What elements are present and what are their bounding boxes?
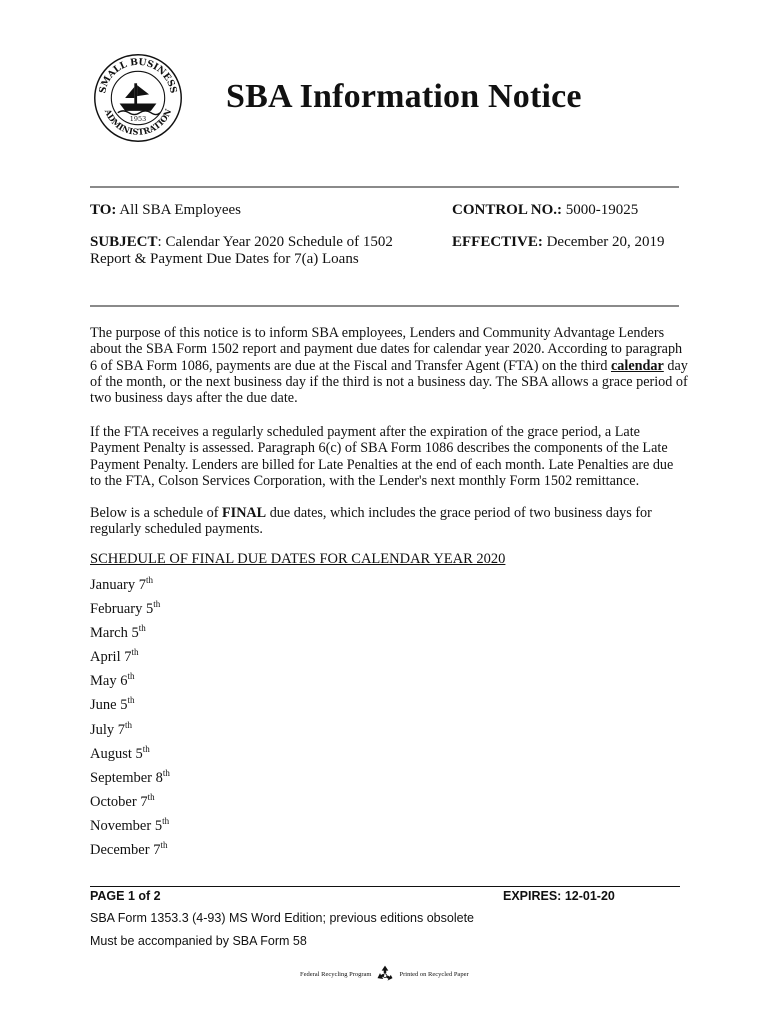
calendar-emphasis: calendar <box>610 357 664 374</box>
list-item: November 5th <box>90 815 170 834</box>
list-item: June 5th <box>90 695 135 714</box>
paragraph-schedule-intro <box>90 505 690 538</box>
list-item: September 8th <box>90 767 170 786</box>
para3-line: regularly scheduled payments. <box>90 521 263 538</box>
recycle-right-text: Printed on Recycled Paper <box>399 970 469 978</box>
list-item: July 7th <box>90 719 133 738</box>
para1-line: two business days after the due date. <box>90 390 298 407</box>
list-item: May 6th <box>90 671 135 690</box>
control-value: 5000-19025 <box>565 202 639 218</box>
svg-text:1953: 1953 <box>129 115 147 123</box>
subject-line-1: : Calendar Year 2020 Schedule of 1502 <box>157 234 393 250</box>
list-item: August 5th <box>90 743 150 762</box>
list-item: April 7th <box>90 647 139 666</box>
effective-value: December 20, 2019 <box>546 234 665 250</box>
para2-line: Payment Penalty is assessed. Paragraph 6(c) of SBA Form 1086 describes the components of the Late <box>90 440 668 457</box>
svg-text:SMALL BUSINESS: SMALL BUSINESS <box>97 56 179 95</box>
para1-line: 6 of SBA Form 1086, payments are due at the Fiscal and Transfer Agent (FTA) on the third calendar day <box>90 357 688 374</box>
subject-block <box>90 234 393 268</box>
para2-line: If the FTA receives a regularly scheduled payment after the expiration of the grace period, a Late <box>90 424 640 440</box>
page-indicator: PAGE 1 of 2 <box>90 889 161 903</box>
list-item: December 7th <box>90 840 168 859</box>
header-divider-bottom <box>90 305 679 307</box>
list-item: March 5th <box>90 623 146 642</box>
to-label: TO: <box>90 202 117 218</box>
recycle-icon <box>375 964 395 984</box>
svg-text:ADMINISTRATION: ADMINISTRATION <box>102 107 174 137</box>
recycle-left-text: Federal Recycling Program <box>300 970 372 978</box>
schedule-title: SCHEDULE OF FINAL DUE DATES FOR CALENDAR YEAR 2020 <box>90 551 506 567</box>
final-emphasis: FINAL <box>222 505 267 521</box>
effective-label: EFFECTIVE: <box>452 234 543 250</box>
subject-line-2: Report & Payment Due Dates for 7(a) Loans <box>90 251 359 267</box>
header-divider-top <box>90 186 679 188</box>
para1-line: The purpose of this notice is to inform SBA employees, Lenders and Community Advantage Lenders <box>90 325 665 341</box>
to-value: All SBA Employees <box>119 202 242 218</box>
footer-divider <box>90 886 680 887</box>
list-item: January 7th <box>90 575 153 593</box>
paragraph-purpose <box>90 325 690 406</box>
para2-line: to the FTA, Colson Services Corporation, with the Lender's next monthly Form 1502 remittance. <box>90 472 640 489</box>
para1-line: of the month, or the next business day if the third is not a business day. The SBA allows a grace period of <box>90 373 688 390</box>
para2-line: Payment Penalty. Lenders are billed for Late Penalties at the end of each month. Late Penalties are due <box>90 456 674 473</box>
para3-line: Below is a schedule of FINAL due dates, which includes the grace period of two business days for <box>90 505 652 521</box>
to-line <box>90 202 241 219</box>
para1-line: about the SBA Form 1502 report and payment due dates for calendar year 2020. According to paragraph <box>90 341 683 358</box>
expires-date: EXPIRES: 12-01-20 <box>503 889 615 903</box>
paragraph-late-penalty <box>90 424 690 489</box>
sba-seal-logo <box>92 52 184 144</box>
due-dates-list <box>90 575 170 864</box>
list-item: February 5th <box>90 599 161 618</box>
control-line <box>452 202 638 219</box>
form-edition-line: SBA Form 1353.3 (4-93) MS Word Edition; previous editions obsolete <box>90 911 474 925</box>
subject-label: SUBJECT <box>90 234 158 250</box>
control-label: CONTROL NO.: <box>452 202 563 218</box>
document-title: SBA Information Notice <box>226 78 582 115</box>
list-item: October 7th <box>90 791 155 810</box>
accompany-line: Must be accompanied by SBA Form 58 <box>90 934 307 948</box>
recycling-notice <box>300 964 469 984</box>
effective-line <box>452 234 664 251</box>
